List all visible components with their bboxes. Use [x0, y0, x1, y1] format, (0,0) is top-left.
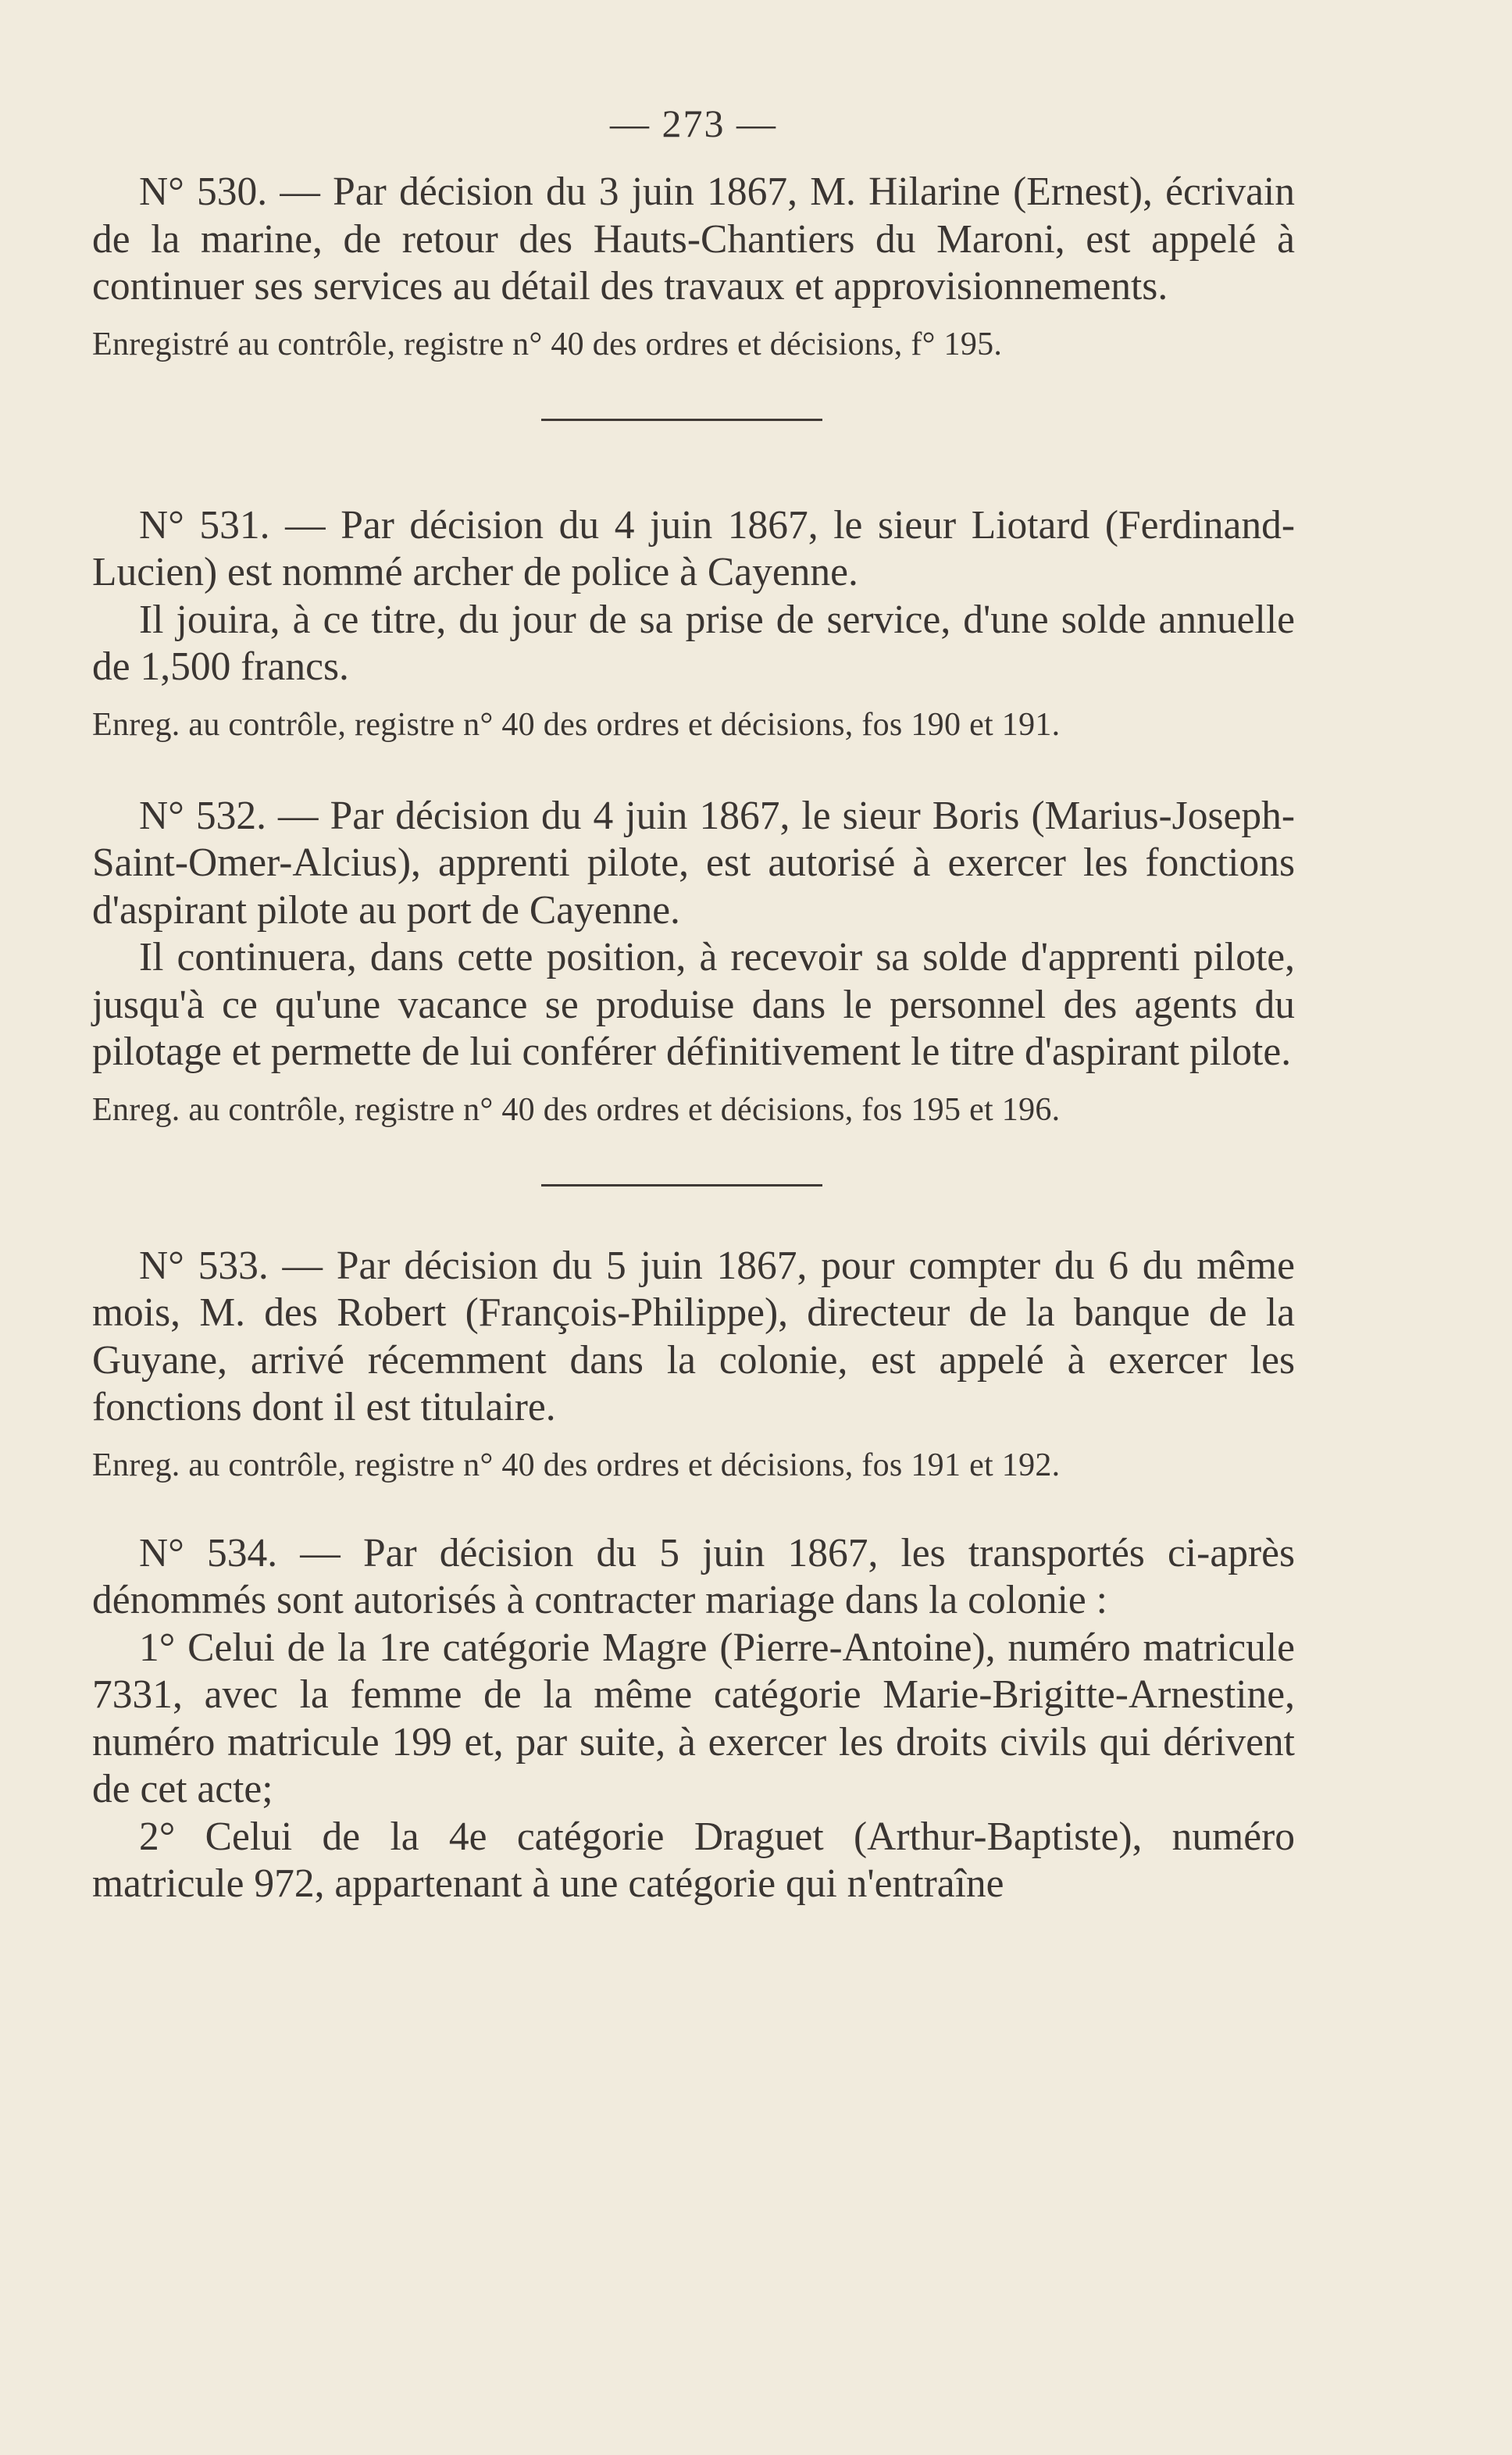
page-number: — 273 — — [610, 102, 777, 145]
entry-body-continued: Il continuera, dans cette position, à recevoir sa solde d'apprenti pilote, jusqu'à ce qu'une vacance se produise dans le personnel des agents du pilotage et permette de lui conférer définitivement le titre d'aspirant pilote. — [92, 935, 1295, 1074]
entry-text: — Par décision du 5 juin 1867, les transportés ci-après dénommés sont autorisés à contracter mariage dans la colonie : — [92, 1530, 1295, 1622]
entry-text: — Par décision du 4 juin 1867, le sieur Boris (Marius-Joseph-Saint-Omer-Alcius), apprenti pilote, est autorisé à exercer les fonctions d'aspirant pilote au port de Cayenne. — [92, 793, 1295, 933]
entry-text: — Par décision du 3 juin 1867, M. Hilarine (Ernest), écrivain de la marine, de retour des Hauts-Chantiers du Maroni, est appelé à continuer ses services au détail des travaux et approvisionnements. — [92, 169, 1295, 309]
entry-text: — Par décision du 5 juin 1867, pour compter du 6 du même mois, M. des Robert (François-Philippe), directeur de la banque de la Guyane, arrivé récemment dans la colonie, est appelé à exercer les fonctions dont il est titulaire. — [92, 1243, 1295, 1429]
entry-body — [92, 169, 1295, 311]
entry-body — [92, 1530, 1295, 1625]
spacer — [92, 744, 1295, 793]
entry-text: — Par décision du 4 juin 1867, le sieur Liotard (Ferdinand-Lucien) est nommé archer de police à Cayenne. — [92, 502, 1295, 594]
entry-number: N° 531. — [139, 502, 270, 548]
entry-body-item-2: 2° Celui de la 4e catégorie Draguet (Arthur-Baptiste), numéro matricule 972, appartenant à une catégorie qui n'entraîne — [92, 1814, 1295, 1906]
registration-note: Enregistré au contrôle, registre n° 40 des ordres et décisions, f° 195. — [92, 326, 1003, 362]
entry-number: N° 533. — [139, 1243, 269, 1288]
registration-note: Enreg. au contrôle, registre n° 40 des ordres et décisions, fos 190 et 191. — [92, 706, 1061, 743]
entry-532 — [92, 793, 1295, 1129]
separator-rule — [541, 1184, 822, 1186]
entry-body — [92, 502, 1295, 597]
entry-number: N° 534. — [139, 1530, 278, 1575]
entry-body-item-1: 1° Celui de la 1re catégorie Magre (Pierre-Antoine), numéro matricule 7331, avec la femme de la même catégorie Marie-Brigitte-Arnestine, numéro matricule 199 et, par suite, à exercer les droits civils qui dérivent de cet acte; — [92, 1625, 1295, 1811]
document-page — [92, 100, 1295, 1908]
entry-number: N° 532. — [139, 793, 266, 838]
entry-530 — [92, 169, 1295, 364]
spacer — [92, 1485, 1295, 1530]
entry-533 — [92, 1243, 1295, 1485]
separator-rule — [541, 419, 822, 421]
entry-body — [92, 1243, 1295, 1432]
entry-534 — [92, 1530, 1295, 1908]
entry-body-continued: Il jouira, à ce titre, du jour de sa prise de service, d'une solde annuelle de 1,500 francs. — [92, 597, 1295, 689]
registration-note: Enreg. au contrôle, registre n° 40 des ordres et décisions, fos 191 et 192. — [92, 1447, 1061, 1483]
entry-body — [92, 793, 1295, 935]
registration-note: Enreg. au contrôle, registre n° 40 des ordres et décisions, fos 195 et 196. — [92, 1091, 1061, 1128]
entry-531 — [92, 502, 1295, 744]
entry-number: N° 530. — [139, 169, 268, 214]
